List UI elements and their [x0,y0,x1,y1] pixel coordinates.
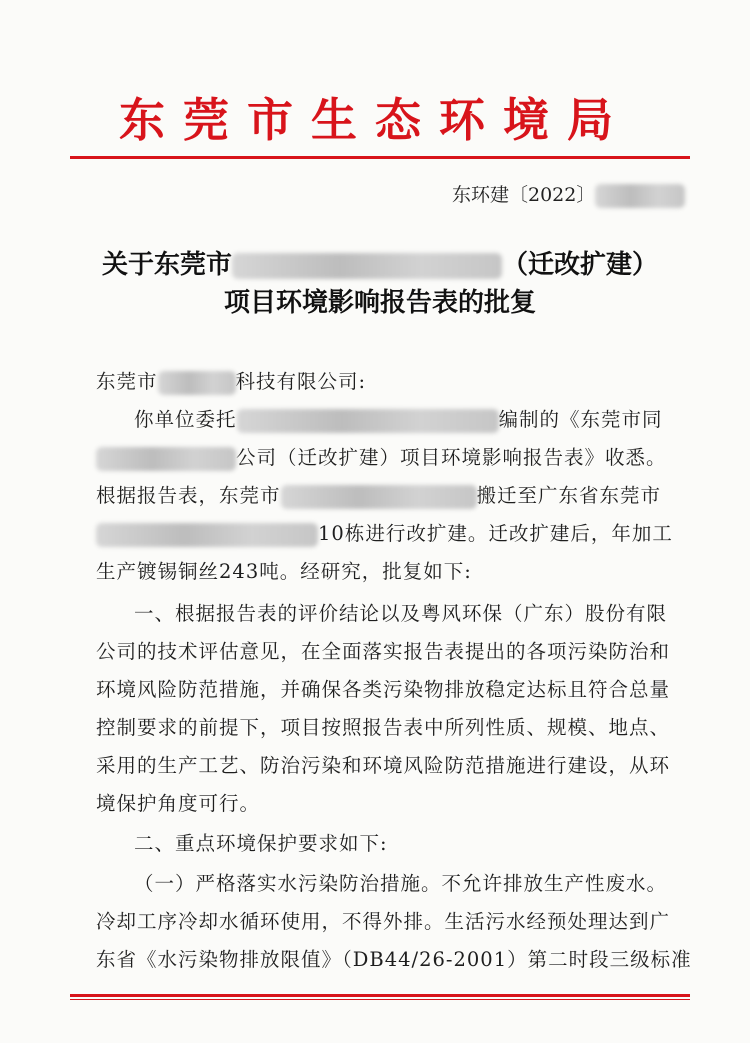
agency-name: 东莞市生态环境局 [119,93,631,147]
text-segment: 你单位委托 [134,408,237,431]
paragraph-line: 一、根据报告表的评价结论以及粤风环保（广东）股份有限 [134,602,668,625]
paragraph-line: 境保护角度可行。 [96,792,261,815]
addressee-prefix: 东莞市 [96,370,158,393]
paragraph-line [134,404,704,433]
text-segment: 根据报告表，东莞市 [96,484,281,507]
header-red-rule [70,156,690,159]
paragraph-line [96,518,673,547]
paragraph-line: 采用的生产工艺、防治污染和环境风险防范措施进行建设，从环 [96,754,671,777]
text-segment: 搬迁至广东省东莞市 [476,484,662,507]
title-line-2: 项目环境影响报告表的批复 [223,288,536,318]
title-suffix: （迁改扩建） [502,250,659,280]
paragraph-line: 东省《水污染物排放限值》（DB44/26-2001）第二时段三级标准 [96,948,692,971]
paragraph-line: 公司的技术评估意见，在全面落实报告表提出的各项污染防治和 [96,640,671,663]
paragraph-line: （一）严格落实水污染防治措施。不允许排放生产性废水。 [134,872,668,895]
footer-red-rule [70,994,690,997]
footer-red-rule-thin [70,999,690,1000]
addressee [96,366,666,395]
paragraph-line [96,480,666,509]
redacted-block [96,447,236,471]
redacted-block [96,523,318,547]
addressee-suffix: 科技有限公司: [235,370,367,393]
title-line-1 [60,244,700,281]
text-segment: 10栋进行改扩建。迁改扩建后，年加工 [318,522,673,545]
document-number-text: 东环建〔2022〕 [452,184,596,206]
redacted-block [281,485,477,509]
redacted-block [237,409,499,433]
title-prefix: 关于东莞市 [101,250,232,280]
paragraph-line [96,442,666,471]
text-segment: 编制的《东莞市同 [498,408,663,431]
redacted-block [595,184,685,208]
section-heading: 二、重点环境保护要求如下: [134,832,388,855]
document-number [452,180,685,208]
redacted-block [232,253,502,279]
redacted-block [158,371,236,395]
text-segment: 公司（迁改扩建）项目环境影响报告表》收悉。 [236,446,667,469]
paragraph-line: 生产镀锡铜丝243吨。经研究，批复如下: [96,560,472,583]
paragraph-line: 环境风险防范措施，并确保各类污染物排放稳定达标且符合总量 [96,678,671,701]
paragraph-line: 冷却工序冷却水循环使用，不得外排。生活污水经预处理达到广 [96,910,671,933]
paragraph-line: 控制要求的前提下，项目按照报告表中所列性质、规模、地点、 [96,716,671,739]
